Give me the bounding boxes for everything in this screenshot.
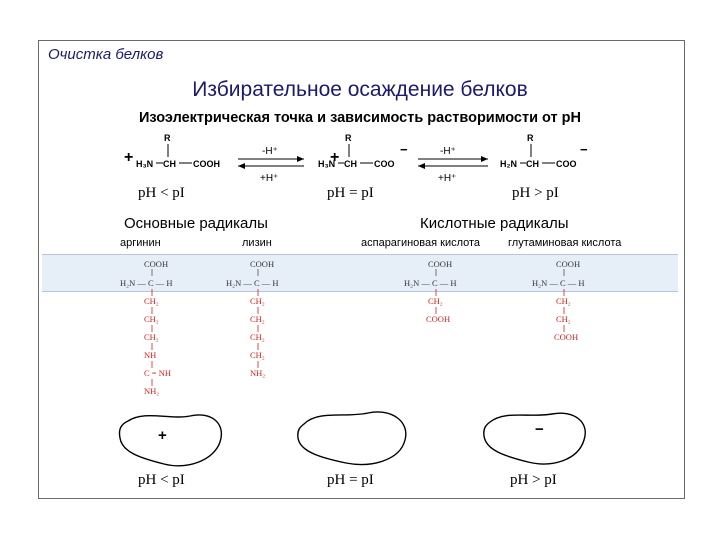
aspartic-acid-structure: [404, 259, 457, 324]
amino-acid-name: лизин: [242, 237, 272, 249]
plus-charge: +: [124, 149, 134, 166]
side-chain-group: CH₂: [250, 332, 265, 342]
glutamic-acid-structure: [532, 259, 585, 342]
side-chain-group: COOH: [554, 332, 579, 342]
radical-label: R: [527, 133, 534, 143]
deprotonation-label: -H⁺: [440, 146, 456, 157]
plus-charge: +: [330, 149, 340, 166]
protein-condition-isoelectric: pH = pI: [327, 472, 374, 488]
anion-form: [500, 133, 588, 169]
backbone-carboxyl: COOH: [556, 259, 581, 269]
negative-charge: −: [535, 421, 544, 438]
side-chain-group: CH₂: [250, 350, 265, 360]
condition-isoelectric: pH = pI: [327, 185, 374, 201]
backbone-carboxyl: COOH: [144, 259, 169, 269]
amine-group: H₃N: [136, 159, 154, 169]
minus-charge: −: [400, 142, 408, 157]
side-chain-group: CH₂: [144, 314, 159, 324]
side-chain-group: CH₂: [144, 332, 159, 342]
protein-shape-positive: [119, 415, 221, 466]
minus-charge: −: [580, 142, 588, 157]
side-chain-group: CH₂: [144, 296, 159, 306]
equilibrium-arrows-left: [238, 146, 304, 184]
side-chain-group: C = NH: [144, 368, 171, 378]
positive-charge: +: [158, 427, 167, 444]
side-chain-group: CH₂: [556, 296, 571, 306]
alpha-carbon: CH: [344, 159, 357, 169]
protein-shape-neutral: [298, 412, 406, 464]
radical-label: R: [345, 133, 352, 143]
backbone-amine: H₂N — C — H: [532, 278, 585, 288]
basic-radicals-heading: Основные радикалы: [124, 215, 268, 232]
side-chain-group: CH₂: [556, 314, 571, 324]
side-chain-group: CH₂: [250, 314, 265, 324]
slide-title: Избирательное осаждение белков: [192, 78, 528, 101]
amino-acid-name: аспарагиновая кислота: [361, 237, 481, 249]
side-chain-group: CH₂: [428, 296, 443, 306]
side-chain-group: NH: [144, 350, 157, 360]
section-label: Очистка белков: [48, 46, 164, 63]
equilibrium-arrows-right: [418, 146, 488, 184]
amino-acid-name: глутаминовая кислота: [508, 237, 622, 249]
condition-acidic: pH < pI: [138, 185, 185, 201]
amine-group: H₃N: [318, 159, 336, 169]
carboxylate-group: COO: [556, 159, 577, 169]
alpha-carbon: CH: [526, 159, 539, 169]
deprotonation-label: -H⁺: [262, 146, 278, 157]
slide-subtitle: Изоэлектрическая точка и зависимость растворимости от pH: [139, 110, 581, 126]
protein-condition-acidic: pH < pI: [138, 472, 185, 488]
backbone-carboxyl: COOH: [250, 259, 275, 269]
arginine-structure: [120, 259, 173, 396]
backbone-carboxyl: COOH: [428, 259, 453, 269]
carboxyl-group: COOH: [193, 159, 220, 169]
backbone-amine: H₂N — C — H: [120, 278, 173, 288]
alpha-carbon: CH: [163, 159, 176, 169]
protonation-label: +H⁺: [260, 173, 279, 184]
side-chain-group: COOH: [426, 314, 451, 324]
side-chain-group: NH₂: [250, 368, 266, 378]
radical-label: R: [164, 133, 171, 143]
lysine-structure: [226, 259, 279, 378]
protein-condition-basic: pH > pI: [510, 472, 557, 488]
cation-form: [124, 133, 220, 169]
backbone-amine: H₂N — C — H: [226, 278, 279, 288]
zwitterion-form: [318, 133, 408, 169]
protonation-label: +H⁺: [438, 173, 457, 184]
amine-group: H₂N: [500, 159, 517, 169]
side-chain-group: NH₂: [144, 386, 160, 396]
acidic-radicals-heading: Кислотные радикалы: [420, 215, 569, 232]
amino-acid-name: аргинин: [120, 237, 161, 249]
backbone-amine: H₂N — C — H: [404, 278, 457, 288]
carboxylate-group: COO: [374, 159, 395, 169]
condition-basic: pH > pI: [512, 185, 559, 201]
side-chain-group: CH₂: [250, 296, 265, 306]
